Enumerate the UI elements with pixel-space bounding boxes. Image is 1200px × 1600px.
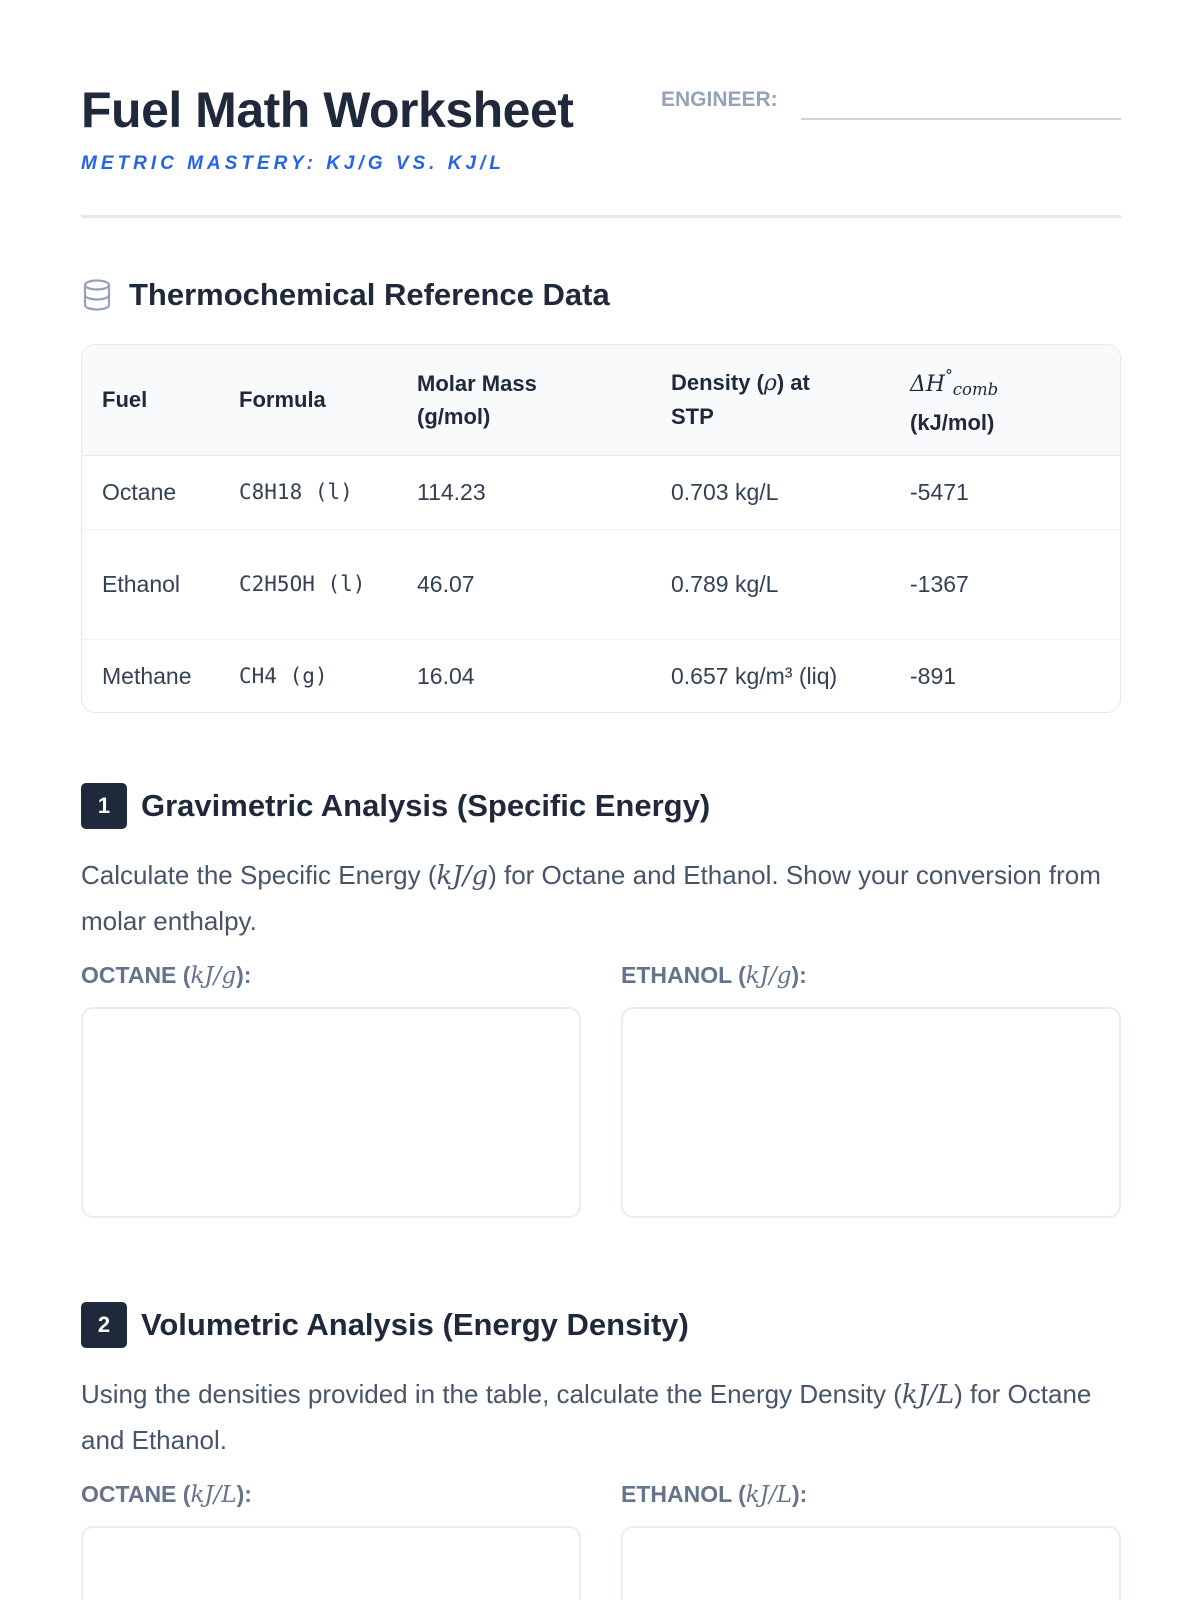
enthalpy-cell: -1367: [910, 571, 969, 597]
column-header-molar-mass: Molar Mass (g/mol): [417, 370, 537, 429]
fuel-cell: Methane: [102, 662, 192, 689]
formula-cell: C8H18 (l): [239, 480, 353, 504]
table-row: [82, 639, 1121, 712]
answer-box-ethanol[interactable]: [621, 1526, 1121, 1600]
answer-label-ethanol: ETHANOL (kJ/g):: [621, 962, 807, 989]
answer-row: [81, 1479, 1121, 1600]
column-header-fuel: Fuel: [102, 387, 148, 413]
answer-label-octane: OCTANE (kJ/L):: [81, 1481, 252, 1508]
answer-box-ethanol[interactable]: [621, 1007, 1121, 1218]
section-description: Calculate the Specific Energy (kJ/g) for Octane and Ethanol. Show your conversion from molar enthalpy.: [81, 860, 1101, 936]
answer-ethanol: [621, 960, 1121, 1218]
table-header-row: [82, 345, 1121, 455]
section-heading: [81, 783, 1121, 829]
section-title: Gravimetric Analysis (Specific Energy): [141, 788, 711, 823]
answer-octane: [81, 960, 581, 1218]
section-volumetric: [81, 1302, 1121, 1600]
fuel-cell: Octane: [102, 479, 177, 505]
answer-box-octane[interactable]: [81, 1007, 581, 1218]
density-cell: 0.657 kg/m³ (liq): [671, 662, 838, 689]
fuel-cell: Ethanol: [102, 571, 181, 597]
engineer-name-field[interactable]: [801, 118, 1121, 120]
answer-octane: [81, 1479, 581, 1600]
density-cell: 0.703 kg/L: [671, 479, 779, 505]
section-title: Volumetric Analysis (Energy Density): [141, 1307, 689, 1342]
section-gravimetric: [81, 783, 1121, 1218]
section-heading: [81, 1302, 1121, 1348]
answer-label-ethanol: ETHANOL (kJ/L):: [621, 1481, 808, 1508]
reference-table: [81, 344, 1121, 713]
column-header-enthalpy: $\Delta H^\circ_{comb}$ (kJ/mol): [910, 367, 999, 436]
answer-row: [81, 960, 1121, 1218]
page-title: Fuel Math Worksheet: [81, 82, 574, 138]
answer-ethanol: [621, 1479, 1121, 1600]
enthalpy-cell: -5471: [910, 479, 969, 505]
column-header-formula: Formula: [239, 387, 326, 413]
molar-mass-cell: 114.23: [417, 479, 486, 505]
section-number-badge: 2: [81, 1302, 127, 1348]
section-description: Using the densities provided in the table, calculate the Energy Density (kJ/L) for Octane and Ethanol.: [81, 1379, 1092, 1455]
section-number-badge: 1: [81, 783, 127, 829]
formula-cell: CH4 (g): [239, 663, 328, 688]
density-cell: 0.789 kg/L: [671, 571, 779, 597]
reference-title: Thermochemical Reference Data: [129, 277, 610, 312]
answer-label-octane: OCTANE (kJ/g):: [81, 962, 252, 989]
formula-cell: C2H5OH (l): [239, 572, 366, 596]
table-row: [82, 455, 1121, 529]
answer-box-octane[interactable]: [81, 1526, 581, 1600]
reference-heading: [81, 275, 610, 315]
column-header-density: Density (ρ) at STP: [671, 370, 810, 430]
molar-mass-cell: 46.07: [417, 571, 475, 597]
database-icon: [81, 278, 113, 312]
enthalpy-cell: -891: [910, 662, 957, 689]
table-row: [82, 529, 1121, 639]
engineer-label: ENGINEER:: [661, 88, 778, 111]
page-subtitle: METRIC MASTERY: KJ/G VS. KJ/L: [81, 153, 505, 174]
worksheet-header: [81, 78, 1121, 218]
molar-mass-cell: 16.04: [417, 662, 475, 689]
